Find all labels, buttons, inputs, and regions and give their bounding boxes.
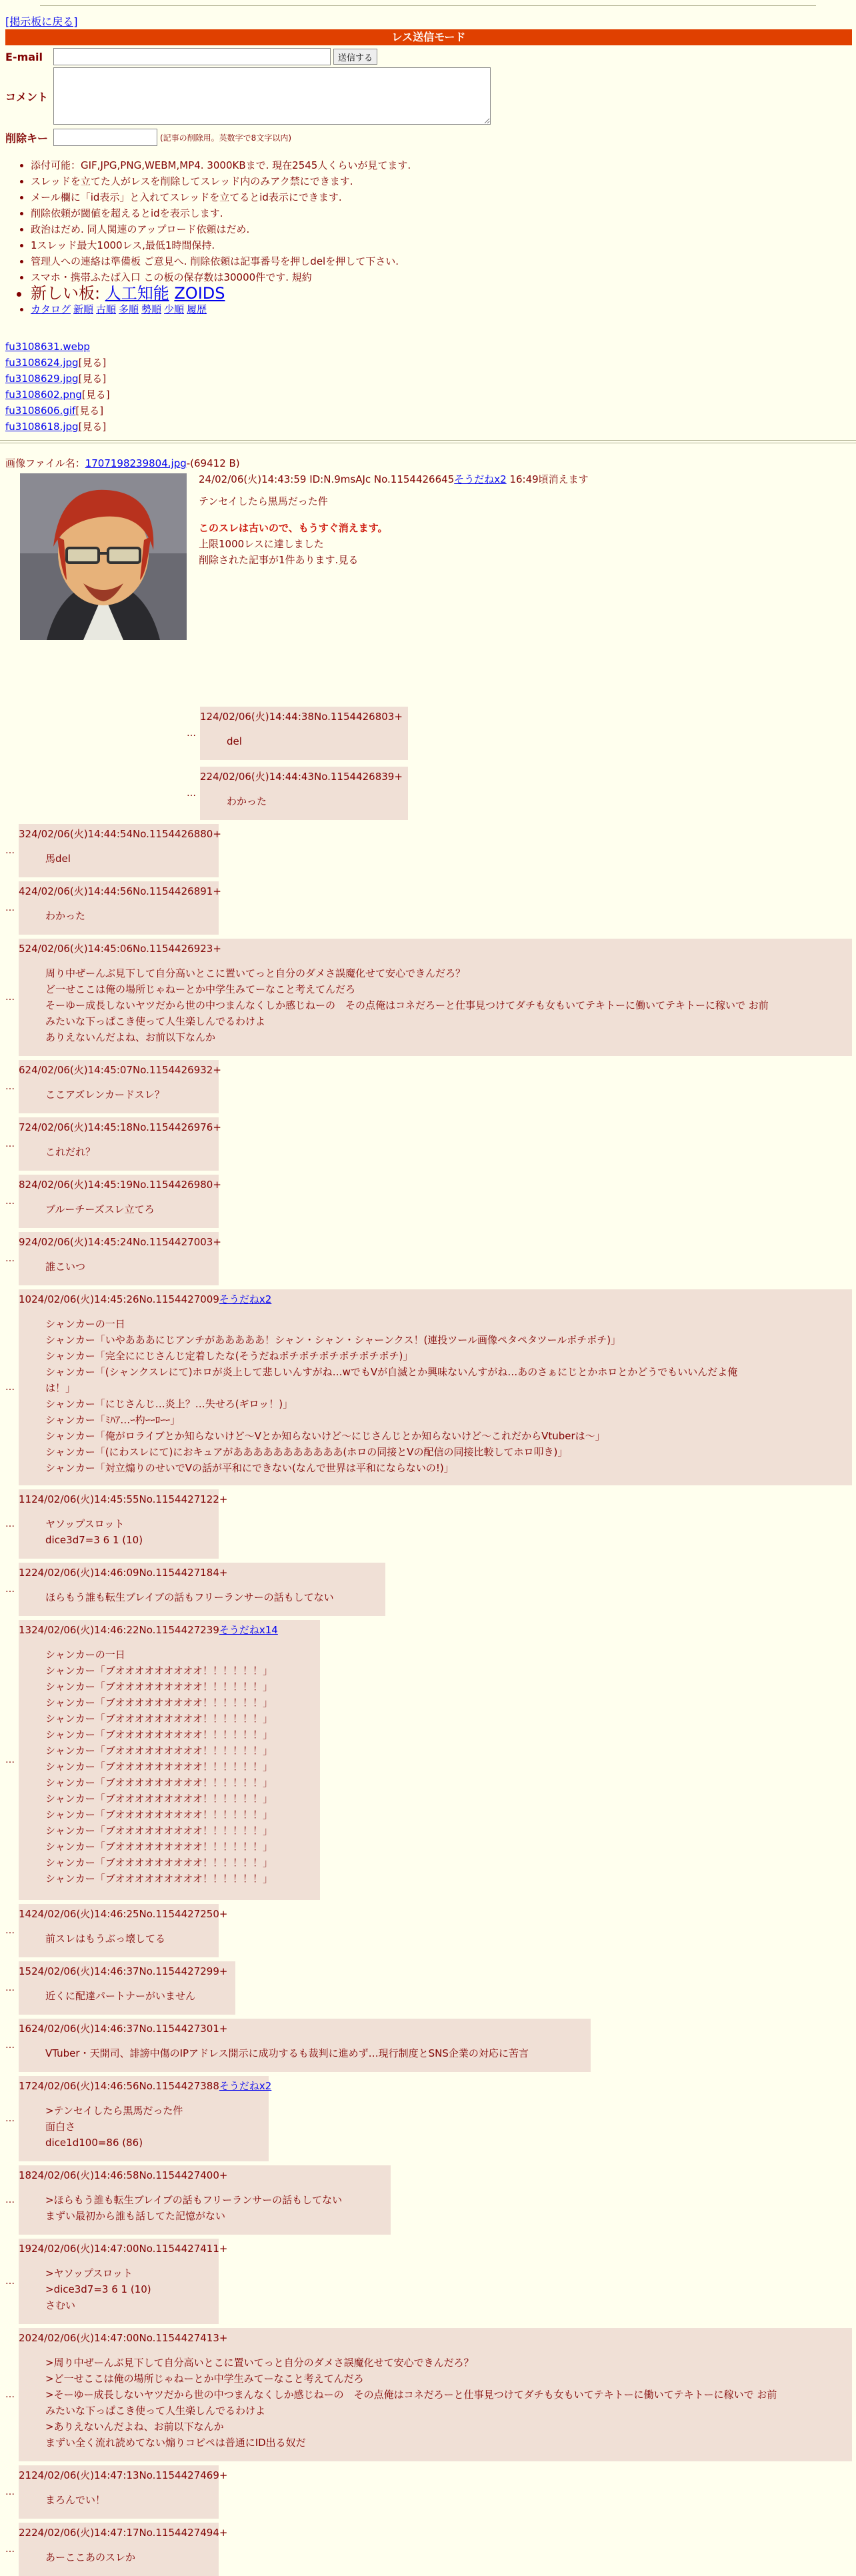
reply-post	[19, 1060, 219, 1113]
op-image-link[interactable]: 1707198239804.jpg	[85, 457, 187, 469]
delete-key-hint: (記事の削除用。英数字で8文字以内)	[160, 133, 291, 143]
reply-header	[19, 2468, 227, 2482]
rule-item: • 管理人への連絡は準備板 ご意見へ. 削除依頼は記事番号を押しdelを押して下さい.	[31, 253, 411, 269]
reply-header-text: 124/02/06(火)14:44:38No.1154426803+	[200, 711, 403, 723]
reply-body: del	[227, 735, 242, 747]
post-form	[5, 48, 491, 147]
reply-post	[200, 767, 408, 820]
reply-header	[19, 2331, 227, 2345]
reply-body: これだれ？	[45, 1146, 96, 1158]
reply-indent: …	[5, 1983, 15, 1993]
rule-item: • メール欄に「id表示」と入れてスレッドを立てるとid表示にできます.	[31, 189, 411, 205]
view-link[interactable]: [見る]	[78, 357, 107, 369]
reply-post	[19, 1620, 320, 1900]
reply-indent: …	[187, 728, 196, 739]
sodane-button[interactable]: そうだねx2	[454, 473, 507, 485]
reply-body: >ほらもう誰も転生ブレイブの話もフリーランサーの話もしてない まずい最初から誰も話してた記憶がない	[45, 2194, 343, 2222]
history-link[interactable]: 履歴	[187, 303, 207, 315]
rule-item: • 添付可能：GIF,JPG,PNG,WEBM,MP4. 3000KBまで. 現在2545人くらいが見てます.	[31, 157, 411, 173]
reply-post	[19, 1175, 219, 1228]
rule-item: • 削除依頼が閾値を超えるとidを表示します.	[31, 205, 411, 221]
reply-body: 誰こいつ	[45, 1261, 86, 1273]
rule-item: • スマホ・携帯ふたば入口 この板の保存数は30000件です. 規約	[31, 269, 411, 285]
rule-item: • スレッドを立てた人がレスを削除してスレッド内のみアク禁にできます.	[31, 173, 411, 189]
comment-field[interactable]	[53, 67, 491, 125]
file-entry	[5, 355, 110, 371]
new-boards-prefix: 新しい板:	[31, 284, 105, 303]
reply-header-text: 1024/02/06(火)14:45:26No.1154427009	[19, 1293, 219, 1305]
reply-body: >ヤソップスロット >dice3d7=3 6 1 (10) さむい	[45, 2267, 151, 2311]
reply-body: シャンカーの一日 シャンカー「いやあああにじアンチがあああああ！シャン・シャン・シャーンクス！(連投ツール画像ペタペタツールポチポチ)」 シャンカー「完全ににじさんじ定着したな(そうだねポチポチポチポチポチポチ)」 シャンカー「(シャンクスレにて)ホロが炎上して悲しいんすがね…wでもVが自滅とか興味ないんすがね…あのさぁにじとかホロとかどうでもいいんだよ俺 は！」 シャンカー「にじさんじ…炎上？…失せろ(ギロッ！)」 シャンカー「ﾐﾊｱ…ｰ杓ｰｰﾛｰｰ」 シャンカー「俺がロライブとか知らないけど〜Vとか知らないけど〜にじさんじとか知らないけど〜これだからVtuberは〜」 シャンカー「(にわスレにて)におキュアがあああああああああああ(ホロの同接とVの配信の同接比較してホロ叩き)」 シャンカー「対立煽りのせいでVの話が平和にできない(なんで世界は平和にならないの!)」	[45, 1318, 738, 1474]
reply-header-text: 1624/02/06(火)14:46:37No.1154427301+	[19, 2023, 228, 2035]
reply-header-text: 1424/02/06(火)14:46:25No.1154427250+	[19, 1908, 228, 1920]
reply-body: 馬del	[45, 853, 71, 865]
reply-post	[19, 2019, 591, 2072]
reply-post	[19, 1563, 385, 1616]
reply-header	[19, 1292, 271, 1306]
op-body	[199, 493, 388, 568]
reply-header-text: 2224/02/06(火)14:47:17No.1154427494+	[19, 2527, 228, 2539]
reply-indent: …	[5, 1139, 15, 1149]
reply-indent: …	[5, 1081, 15, 1092]
delete-key-label: 削除キー	[5, 131, 49, 145]
reply-header-text: 424/02/06(火)14:44:56No.1154426891+	[19, 885, 221, 897]
reply-post	[19, 1489, 228, 1559]
reply-header	[19, 2168, 227, 2182]
reply-post	[19, 2239, 228, 2324]
email-label: E-mail	[5, 50, 43, 63]
reply-header	[19, 827, 221, 841]
reply-header-text: 1224/02/06(火)14:46:09No.1154427184+	[19, 1567, 228, 1579]
reply-header	[19, 1120, 221, 1134]
file-entry	[5, 419, 110, 435]
reply-header-text: 524/02/06(火)14:45:06No.1154426923+	[19, 943, 221, 955]
file-link[interactable]: fu3108624.jpg	[5, 357, 79, 369]
reply-header	[19, 2525, 227, 2539]
reply-post	[19, 1289, 852, 1485]
op-header	[199, 472, 589, 486]
recent-files	[5, 339, 110, 435]
sort-many-link[interactable]: 多順	[119, 303, 139, 315]
reply-header	[200, 709, 403, 723]
reply-header	[19, 1235, 221, 1249]
reply-post	[19, 1904, 228, 1957]
reply-indent: …	[5, 1382, 15, 1393]
sort-few-link[interactable]: 少順	[164, 303, 185, 315]
reply-header	[19, 2021, 227, 2035]
reply-header	[19, 941, 221, 955]
view-link[interactable]: [見る]	[78, 373, 107, 385]
reply-body: わかった	[227, 795, 267, 807]
reply-header	[200, 769, 403, 783]
reply-post	[19, 2523, 228, 2576]
file-entry	[5, 371, 110, 387]
reply-body: VTuber・天開司、誹謗中傷のIPアドレス開示に成功するも裁判に進めず…現行制度とSNS企業の対応に苦言	[45, 2047, 529, 2059]
reply-indent: …	[5, 2195, 15, 2205]
reply-indent: …	[5, 1755, 15, 1765]
reply-indent: …	[5, 2040, 15, 2051]
file-entry	[5, 387, 110, 403]
reply-body: ここアズレンカードスレ？	[45, 1089, 165, 1101]
reply-mode-bar: レス送信モード	[5, 29, 852, 45]
reply-header	[19, 1492, 227, 1506]
board-link-ai[interactable]: 人工知能	[105, 284, 169, 303]
reply-header-text: 1724/02/06(火)14:46:56No.1154427388	[19, 2080, 219, 2092]
reply-body: 周り中ぜーんぶ見下して自分高いとこに置いてっと自分のダメさ誤魔化せて安心できんだろ？ ど一せここは俺の場所じゃねーとか中学生みてーなこと考えてんだろ そーゆー成長しないヤツだから世の中つまんなくしか感じねーの その点俺はコネだろーと仕事見つけてダチも女もいてテキトーに働いてテキトーに稼いで お前 みたいな下っぱこき使って人生楽しんでるわけよ ありえないんだよね、お前以下なんか	[45, 967, 769, 1043]
reply-header	[19, 1964, 227, 1978]
comment-label: コメント	[5, 90, 49, 103]
reply-body: ブルーチーズスレ立てろ	[45, 1203, 155, 1215]
reply-post	[19, 824, 219, 877]
reply-header	[19, 2079, 271, 2093]
file-entry	[5, 403, 110, 419]
reply-body: まろんでい！	[45, 2494, 106, 2506]
sort-momentum-link[interactable]: 勢順	[141, 303, 162, 315]
reply-header-text: 724/02/06(火)14:45:18No.1154426976+	[19, 1121, 221, 1133]
file-link[interactable]: fu3108629.jpg	[5, 373, 79, 385]
reply-body: わかった	[45, 910, 86, 922]
reply-header-text: 324/02/06(火)14:44:54No.1154426880+	[19, 828, 221, 840]
board-link-zoids[interactable]: ZOIDS	[174, 284, 225, 303]
file-link[interactable]: fu3108631.webp	[5, 341, 90, 353]
board-rules	[31, 157, 411, 317]
reply-body: >テンセイしたら黒馬だった件 面白さ dice1d100=86 (86)	[45, 2105, 183, 2149]
reply-indent: …	[5, 2276, 15, 2287]
file-link[interactable]: fu3108602.png	[5, 389, 82, 401]
reply-header-text: 224/02/06(火)14:44:43No.1154426839+	[200, 771, 403, 783]
reply-post	[19, 881, 219, 935]
reply-indent: …	[5, 2487, 15, 2497]
reply-post	[200, 707, 408, 760]
reply-body: ヤソップスロット dice3d7=3 6 1 (10)	[45, 1518, 143, 1546]
reply-header-text: 624/02/06(火)14:45:07No.1154426932+	[19, 1064, 221, 1076]
reply-body: 前スレはもうぶっ壊してる	[45, 1933, 166, 1945]
reply-indent: …	[5, 1584, 15, 1595]
file-label: 画像ファイル名：	[5, 457, 85, 469]
file-entry	[5, 339, 110, 355]
reply-header-text: 924/02/06(火)14:45:24No.1154427003+	[19, 1236, 221, 1248]
reply-indent: …	[5, 992, 15, 1003]
reply-header	[19, 1063, 221, 1077]
reply-post	[19, 1117, 219, 1171]
reply-header	[19, 884, 221, 898]
reply-header-text: 1924/02/06(火)14:47:00No.1154427411+	[19, 2243, 228, 2255]
rule-item: • 政治はだめ. 同人関連のアップロード依頼はだめ.	[31, 221, 411, 237]
reply-indent: …	[5, 2389, 15, 2400]
sodane-button[interactable]: そうだねx2	[219, 2080, 272, 2092]
reply-post	[19, 1232, 219, 1285]
op-header-text: 24/02/06(火)14:43:59 ID:N.9msAJc No.1154426645	[199, 473, 455, 485]
op-thumbnail[interactable]	[20, 473, 187, 640]
reply-indent: …	[5, 1253, 15, 1264]
reply-header	[19, 2241, 227, 2255]
limit-note: 上限1000レスに達しました	[199, 538, 324, 550]
op-file-info	[5, 456, 852, 470]
reply-indent: …	[5, 2113, 15, 2124]
submit-button[interactable]: 送信する	[333, 49, 377, 65]
sort-new-link[interactable]: 新順	[73, 303, 94, 315]
email-field[interactable]	[53, 48, 331, 65]
reply-header-text: 2124/02/06(火)14:47:13No.1154427469+	[19, 2469, 228, 2481]
op-text: テンセイしたら黒馬だった件	[199, 495, 328, 507]
view-link[interactable]: [見る]	[75, 405, 104, 417]
sodane-button[interactable]: そうだねx14	[219, 1624, 278, 1636]
reply-header-text: 1524/02/06(火)14:46:37No.1154427299+	[19, 1965, 228, 1977]
rule-item: • 1スレッド最大1000レス,最低1時間保持.	[31, 237, 411, 253]
reply-body: >周り中ぜーんぶ見下して自分高いとこに置いてっと自分のダメさ誤魔化せて安心できんだろ？ >ど一せここは俺の場所じゃねーとか中学生みてーなこと考えてんだろ >そーゆー成長しないヤツだから世の中つまんなくしか感じねーの その点俺はコネだろーと仕事見つけてダチも女もいてテキトーに働いてテキトーに稼いで お前 みたいな下っぱこき使って人生楽しんでるわけよ >ありえないんだよね、お前以下なんか まずい全く流れ読めてない煽りコピペは普通にID出る奴だ	[45, 2357, 777, 2449]
delete-key-field[interactable]	[53, 129, 157, 146]
new-boards	[31, 285, 411, 301]
sort-links	[31, 301, 411, 317]
reply-indent: …	[5, 1519, 15, 1529]
expire-time: 16:49頃消えます	[509, 473, 589, 485]
reply-header-text: 1124/02/06(火)14:45:55No.1154427122+	[19, 1493, 228, 1505]
reply-post	[19, 1961, 235, 2015]
top-divider	[40, 5, 816, 6]
reply-body: 近くに配達パートナーがいません	[45, 1990, 196, 2002]
reply-indent: …	[187, 788, 196, 799]
divider	[0, 440, 856, 441]
deleted-note: 削除された記事が1件あります.見る	[199, 554, 359, 566]
reply-header-text: 2024/02/06(火)14:47:00No.1154427413+	[19, 2332, 228, 2344]
reply-post	[19, 939, 852, 1056]
view-link[interactable]: [見る]	[81, 389, 110, 401]
file-size: -(69412 B)	[186, 457, 240, 469]
reply-body: シャンカーの一日 シャンカー「ブオオオオオオオオオ！！！！！！」 シャンカー「ブオオオオオオオオオ！！！！！！」 シャンカー「ブオオオオオオオオオ！！！！！！」 シャンカー「ブオオオオオオオオオ！！！！！！」 シャンカー「ブオオオオオオオオオ！！！！！！」 シャンカー「ブオオオオオオオオオ！！！！！！」 シャンカー「ブオオオオオオオオオ！！！！！！」 シャンカー「ブオオオオオオオオオ！！！！！！」 シャンカー「ブオオオオオオオオオ！！！！！！」 シャンカー「ブオオオオオオオオオ！！！！！！」 シャンカー「ブオオオオオオオオオ！！！！！！」 シャンカー「ブオオオオオオオオオ！！！！！！」 シャンカー「ブオオオオオオオオオ！！！！！！」 シャンカー「ブオオオオオオオオオ！！！！！！」	[45, 1649, 273, 1885]
reply-post	[19, 2328, 852, 2461]
expiry-warning: このスレは古いので、もうすぐ消えます。	[199, 522, 388, 534]
reply-header-text: 1324/02/06(火)14:46:22No.1154427239	[19, 1624, 219, 1636]
reply-indent: …	[5, 1925, 15, 1936]
file-link[interactable]: fu3108606.gif	[5, 405, 76, 417]
reply-indent: …	[5, 2544, 15, 2555]
sodane-button[interactable]: そうだねx2	[219, 1293, 272, 1305]
reply-header	[19, 1623, 278, 1637]
reply-indent: …	[5, 1196, 15, 1207]
reply-header-text: 1824/02/06(火)14:46:58No.1154427400+	[19, 2169, 228, 2181]
reply-indent: …	[5, 903, 15, 913]
file-link[interactable]: fu3108618.jpg	[5, 421, 79, 433]
reply-header-text: 824/02/06(火)14:45:19No.1154426980+	[19, 1179, 221, 1191]
reply-header	[19, 1907, 227, 1921]
reply-post	[19, 2076, 272, 2161]
reply-header	[19, 1565, 227, 1579]
reply-body: あーここあのスレか	[45, 2551, 136, 2563]
catalog-link[interactable]: カタログ	[31, 303, 71, 315]
original-post	[5, 456, 852, 566]
reply-header	[19, 1177, 221, 1191]
view-link[interactable]: [見る]	[78, 421, 107, 433]
reply-post	[19, 2465, 228, 2519]
reply-indent: …	[5, 845, 15, 856]
back-to-board-link[interactable]: [掲示板に戻る]	[5, 15, 78, 28]
reply-body: ほらもう誰も転生ブレイブの話もフリーランサーの話もしてない	[45, 1591, 334, 1603]
reply-post	[19, 2165, 391, 2235]
sort-old-link[interactable]: 古順	[96, 303, 117, 315]
